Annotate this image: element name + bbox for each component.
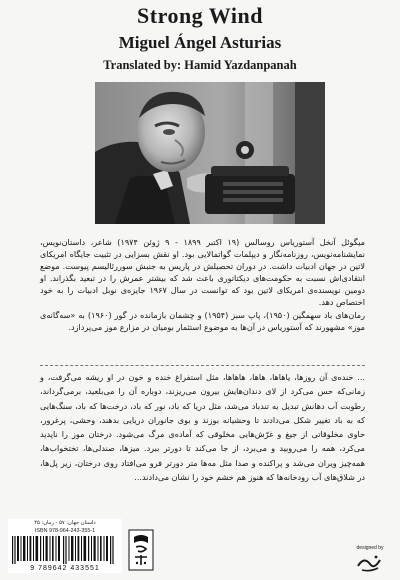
isbn-label: ISBN 978-964-243-355-1 [34, 528, 96, 534]
biography-paragraph: میگوئل آنخل آستوریاس روسالس (۱۹ اکتبر ۱۸۹۹ - ۹ ژوئن ۱۹۷۴) شاعر، داستان‌نویس، نمایشنامه‌نویس، روزنامه‌نگار و دیپلمات گواتمالایی بود. او نقش بسزایی در تثبیت جایگاه امریکای لاتین در جهان ادبیات داشت. در دوران تحصیلش در پاریس به جنبش سوررئالیسم پیوست. موضع انتقادی‌اش نسبت به حکومت‌های دیکتاتوری باعث شد که بیشتر عمرش را در تبعید بگذراند. او دومین نویسنده‌ی امریکای لاتین بود که توانست در سال ۱۹۶۷ جایزه‌ی نوبل ادبیات را به خود اختصاص دهد. [40, 237, 365, 307]
book-title: Strong Wind [137, 3, 263, 28]
novel-excerpt: ... خنده‌ی آن روزها، یاهاها، هاها، هاهاها، مثل استفراغ خنده و خون در او ریشه می‌گرفت، و زمانی‌که حس می‌کرد از لای دندان‌هایش بیرون می‌ریزند، دوباره آن را می‌بلعید، برمی‌گرداند، رطوبت آب دهانش تبدیل به تندباد می‌شد، مثل دریا که باد، نور که باد، درخت‌ها که باد، سنگ‌هایی که به باد تغییر شکل می‌دادند تا وحشیانه بوزند و بوی جانوران دریایی بدهند، وحشی، پرغرور، حاوی مخلوقاتی از جیغ و غرّش‌هایی مخلوقی که آماده‌ی مرگ می‌شود. درختان موز را ناپدید می‌کرد، همه را می‌روبید و می‌برد، از جا می‌کند تا دورتر ببرد. میزها، صندلی‌ها، تختخواب‌ها، همه‌چیز ویران می‌شد و پراکنده و صدا مثل مه‌ها متر دورتر فرو می‌افتاد روی درختان، زیر پل‌ها، در شلاق‌های آب رودخانه‌ها که هنوز هم خشم خود را نشان می‌دادند... [40, 372, 365, 483]
biography-paragraph: رمان‌های باد سهمگین (۱۹۵۰)، پاپ سبز (۱۹۵۴) و چشمان بازمانده در گور (۱۹۶۰) به «سه‌گانه‌ی موز» مشهورند که آستوریاس در آن‌ها به موضوع استثمار بومیان در مزارع موز می‌پردازد. [40, 310, 365, 332]
publisher-logo-icon [128, 529, 154, 571]
author-name: Miguel Ángel Asturias [118, 33, 282, 52]
author-portrait-photo [95, 82, 325, 224]
designer-signature-icon [354, 552, 386, 574]
barcode-number: 9 789642 433551 [30, 565, 100, 572]
series-label: داستان جهان: ۵۷ - رمان: ۴۵ [34, 520, 96, 526]
translator-credit: Translated by: Hamid Yazdanpanah [103, 58, 297, 72]
author-biography [40, 236, 365, 333]
designer-label: designed by [356, 545, 384, 551]
barcode-image [10, 536, 120, 564]
section-divider [40, 365, 365, 366]
